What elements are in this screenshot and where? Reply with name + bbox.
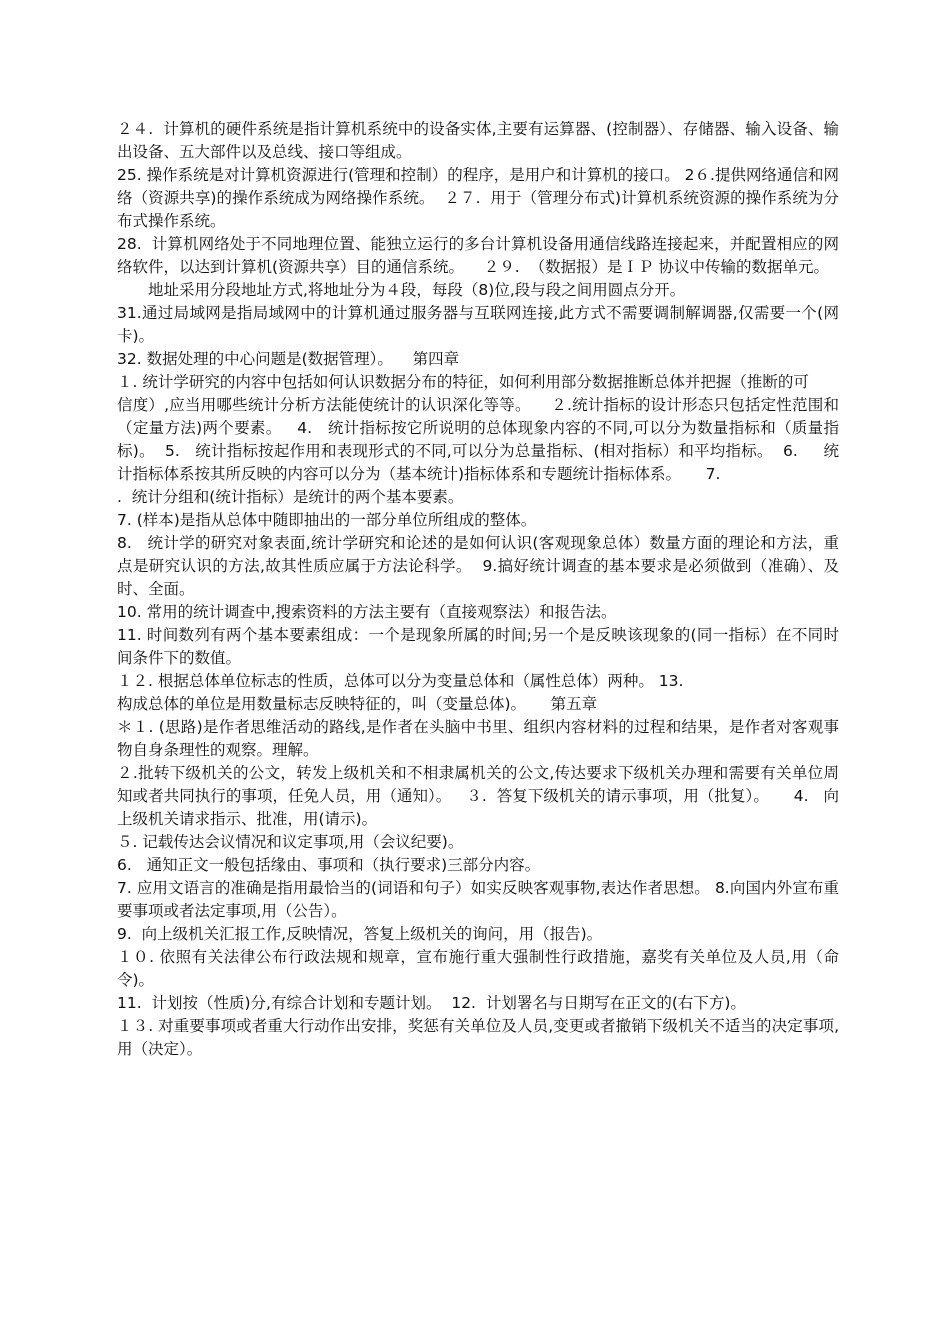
paragraph: １２. 根据总体单位标志的性质，总体可以分为变量总体和（属性总体）两种。 13. <box>117 672 684 690</box>
paragraph: 地址采用分段地址方式,将地址分为４段，每段（8)位,段与段之间用圆点分开。 <box>148 281 686 299</box>
paragraph: ５. 记载传达会议情况和议定事项,用（会议纪要)。 <box>117 833 464 851</box>
paragraph: ＊１. (思路)是作者思维活动的路线,是作者在头脑中书里、组织内容材料的过程和结果，是作者对客观事物自身条理性的观察。理解。 <box>117 718 839 759</box>
paragraph: 31.通过局域网是指局域网中的计算机通过服务器与互联网连接,此方式不需要调制解调器,仅需要一个(网卡)。 <box>117 304 839 345</box>
paragraph: . 统计分组和(统计指标）是统计的两个基本要素。 <box>117 488 464 506</box>
paragraph: ２.批转下级机关的公文，转发上级机关和不相隶属机关的公文,传达要求下级机关办理和需要有关单位周知或者共同执行的事项，任免人员，用（通知）。 ３. 答复下级机关的请示事项，用（批复）。 4. 向上级机关请求指示、批准，用(请示)。 <box>117 764 839 828</box>
paragraph: 7. 应用文语言的准确是指用最恰当的(词语和句子）如实反映客观事物,表达作者思想。 8.向国内外宣布重要事项或者法定事项,用（公告）。 <box>117 879 839 920</box>
paragraph: 7. (样本)是指从总体中随即抽出的一部分单位所组成的整体。 <box>117 511 537 529</box>
paragraph: 6. 通知正文一般包括缘由、事项和（执行要求)三部分内容。 <box>117 856 541 874</box>
paragraph: 32. 数据处理的中心问题是(数据管理）。 第四章 <box>117 350 460 368</box>
paragraph: １. 统计学研究的内容中包括如何认识数据分布的特征，如何利用部分数据推断总体并把握（推断的可 <box>117 373 809 391</box>
paragraph: 10. 常用的统计调查中,搜索资料的方法主要有（直接观察法）和报告法。 <box>117 603 617 621</box>
paragraph: １３. 对重要事项或者重大行动作出安排，奖惩有关单位及人员,变更或者撤销下级机关不适当的决定事项,用（决定）。 <box>117 1017 839 1058</box>
paragraph: １０. 依照有关法律公布行政法规和规章，宣布施行重大强制性行政措施，嘉奖有关单位及人员,用（命令)。 <box>117 948 839 989</box>
paragraph: 信度）,应当用哪些统计分析方法能使统计的认识深化等等。 ２.统计指标的设计形态只包括定性范围和（定量方法)两个要素。 4. 统计指标按它所说明的总体现象内容的不同,可以分为数量指标和（质量指标)。 5. 统计指标按起作用和表现形式的不同,可以分为总量指标、(相对指标）和平均指标。 6. 统计指标体系按其所反映的内容可以分为（基本统计)指标体系和专题统计指标体系。 7. <box>117 396 839 483</box>
document-body <box>117 118 839 1061</box>
paragraph: 构成总体的单位是用数量标志反映特征的，叫（变量总体)。 第五章 <box>117 695 598 713</box>
paragraph: 11. 时间数列有两个基本要素组成：一个是现象所属的时间;另一个是反映该现象的(同一指标）在不同时间条件下的数值。 <box>117 626 839 667</box>
paragraph: 28. 计算机网络处于不同地理位置、能独立运行的多台计算机设备用通信线路连接起来，并配置相应的网络软件，以达到计算机(资源共享）目的通信系统。 ２９. （数据报）是ＩＰ 协议中传输的数据单元。 <box>117 235 839 276</box>
paragraph: 25. 操作系统是对计算机资源进行(管理和控制）的程序，是用户和计算机的接口。 2６.提供网络通信和网络（资源共享)的操作系统成为网络操作系统。 ２７. 用于（管理分布式)计算机系统资源的操作系统为分布式操作系统。 <box>117 166 839 230</box>
paragraph: ２４. 计算机的硬件系统是指计算机系统中的设备实体,主要有运算器、(控制器）、存储器、输入设备、输出设备、五大部件以及总线、接口等组成。 <box>117 120 839 161</box>
paragraph: 8. 统计学的研究对象表面,统计学研究和论述的是如何认识(客观现象总体）数量方面的理论和方法，重点是研究认识的方法,故其性质应属于方法论科学。 9.搞好统计调查的基本要求是必须做到（准确）、及时、全面。 <box>117 534 839 598</box>
paragraph: 11. 计划按（性质)分,有综合计划和专题计划。 12. 计划署名与日期写在正文的(右下方)。 <box>117 994 746 1012</box>
paragraph: 9. 向上级机关汇报工作,反映情况，答复上级机关的询问，用（报告)。 <box>117 925 603 943</box>
